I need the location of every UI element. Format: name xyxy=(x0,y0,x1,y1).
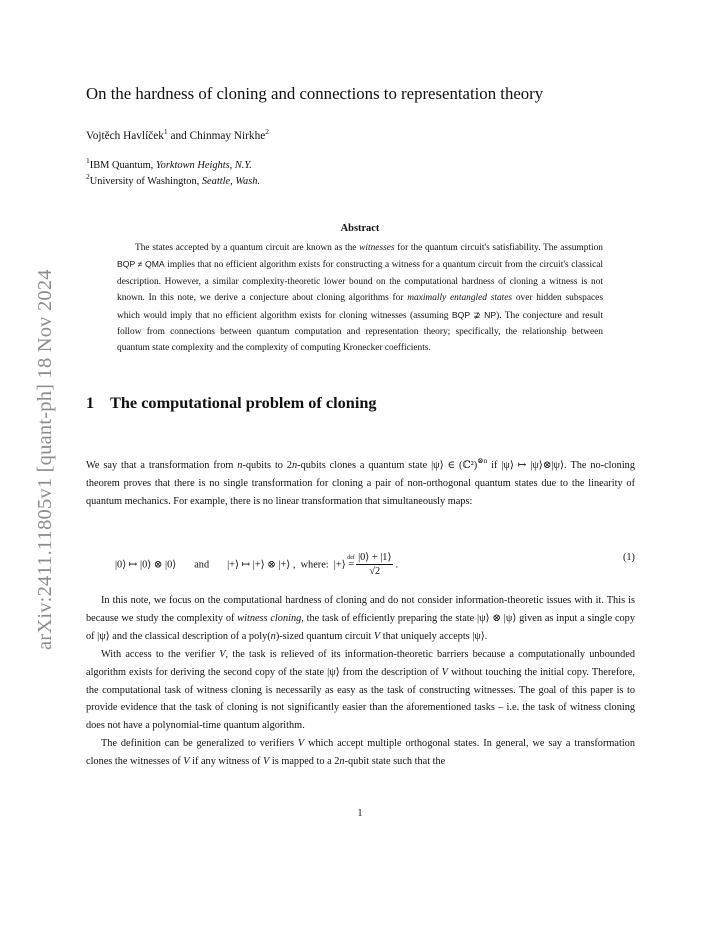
def-marker: def xyxy=(347,555,355,562)
body-text: -qubits to 2 xyxy=(242,460,293,471)
abstract-text: implies that no efficient algorithm exists for constructing a witness for a quantum circuit from the circuit's classical description. However, a similar complexity-theoretic lower bound on the computational hardness of cloning a witness is not known. In this note, we derive a conjecture about cloning algorithms for xyxy=(117,260,603,304)
affiliation-place: Yorktown Heights, N.Y. xyxy=(155,160,252,171)
affiliation-org: IBM Quantum, xyxy=(89,160,156,171)
body-paragraph xyxy=(86,592,635,646)
affiliation-place: Seattle, Wash. xyxy=(201,176,261,187)
math-var: n xyxy=(292,460,298,471)
math-var: n xyxy=(237,460,243,471)
math-var: n xyxy=(339,756,345,768)
affiliation-marker: 2 xyxy=(86,172,90,181)
abstract-paragraph xyxy=(117,240,603,357)
affiliation-org: University of Washington, xyxy=(89,176,202,187)
arxiv-stamp-text: arXiv:2411.11805v1 [quant-ph] 18 Nov 2024 xyxy=(34,269,56,650)
equation-period: . xyxy=(395,559,399,571)
math-var: n xyxy=(270,630,276,642)
abstract-heading: Abstract xyxy=(340,223,380,234)
abstract-text: The states accepted by a quantum circuit are known as the xyxy=(135,243,360,253)
equation-conjunction: and xyxy=(194,559,210,571)
body-text: without touching the initial copy. Therefore, the computational task of witness cloning is necessarily as easy as the task of constructing witnesses. The goal of this paper is to provide evidence that the task of cloning is not significantly easier than the aforementioned tasks – i.e. the task of witness cloning does not have a polynomial-time quantum algorithm. xyxy=(86,666,635,732)
body-text: that uniquely accepts |ψ⟩. xyxy=(380,630,488,642)
equation-term: |+⟩ ↦ |+⟩ ⊗ |+⟩ , where: |+⟩ xyxy=(227,559,349,571)
affiliation-marker: 1 xyxy=(86,156,90,165)
section-number: 1 xyxy=(86,393,95,412)
affiliation xyxy=(86,156,252,171)
abstract-math: BQP ≠ QMA xyxy=(117,259,165,270)
fraction xyxy=(356,552,393,578)
abstract-emphasis: witnesses xyxy=(359,243,395,253)
section-title: The computational problem of cloning xyxy=(110,393,377,412)
page-number: 1 xyxy=(357,808,363,819)
body-text: if |ψ⟩ ↦ |ψ⟩⊗|ψ⟩. The no-cloning theorem proves that there is no single transformation for cloning a pair of non-orthogonal quantum states due to the linearity of quantum mechanics. For example, there is no linear transformation that simultaneously maps: xyxy=(86,460,635,507)
paper-title: On the hardness of cloning and connections to representation theory xyxy=(86,84,544,103)
abstract-text: over hidden subspaces which would imply that no efficient algorithm exists for cloning witnesses (assuming xyxy=(117,293,603,321)
body-text: , the task is relieved of its information-theoretic barriers because a computationally unbounded algorithm exists for deriving the second copy of the state |ψ⟩ from the description of xyxy=(86,648,636,678)
math-var: V xyxy=(297,738,305,750)
abstract-emphasis: maximally entangled states xyxy=(407,293,513,304)
body-paragraph xyxy=(86,646,635,736)
equals-sign: = xyxy=(348,559,355,571)
body-text: )-sized quantum circuit xyxy=(275,630,374,642)
body-text: which accept multiple orthogonal states. In general, we say a transformation clones the witnesses of xyxy=(86,738,635,768)
equation-number: (1) xyxy=(622,552,635,563)
math-var: V xyxy=(219,648,226,660)
body-text: The definition can be generalized to verifiers xyxy=(101,738,298,750)
body-paragraph xyxy=(86,735,635,771)
fraction-denominator: √2 xyxy=(369,566,381,577)
body-emphasis: witness cloning xyxy=(237,612,302,624)
body-text: -qubits clones a quantum state |ψ⟩ ∈ (ℂ²) xyxy=(297,460,478,471)
body-text: With access to the verifier xyxy=(101,648,220,660)
affiliation-marker: 2 xyxy=(265,127,269,136)
fraction-numerator: |0⟩ + |1⟩ xyxy=(358,552,392,563)
affiliation xyxy=(86,172,261,187)
body-text: if any witness of xyxy=(189,756,264,768)
body-text: -qubit state such that the xyxy=(344,756,446,768)
body-section-text xyxy=(86,592,635,771)
arxiv-stamp xyxy=(14,210,54,650)
body-text: , the task of efficiently preparing the state |ψ⟩ ⊗ |ψ⟩ given as input a single copy of |ψ⟩ and the classical description of a poly( xyxy=(86,612,635,642)
author-list xyxy=(86,127,269,142)
math-superscript: ⊗n xyxy=(477,456,488,465)
equation-content xyxy=(115,552,398,578)
affiliation-marker: 1 xyxy=(163,127,168,136)
math-var: V xyxy=(263,756,270,768)
abstract-body xyxy=(117,240,603,357)
body-text: In this note, we focus on the computational hardness of cloning and do not consider information-theoretic issues with it. This is because we study the complexity of xyxy=(86,595,635,624)
math-var: V xyxy=(373,630,381,642)
abstract-text: ). The conjecture and result follow from connections between quantum computation and representation theory; specifically, the relationship between quantum state complexity and the complexity of computing Kronecker coefficients. xyxy=(117,310,603,354)
math-var: V xyxy=(441,666,448,678)
body-text: We say that a transformation from xyxy=(86,460,238,471)
abstract-text: for the quantum circuit's satisfiability. The assumption xyxy=(394,243,603,253)
author-conjunction: and xyxy=(167,130,190,142)
equation-term: |0⟩ ↦ |0⟩ ⊗ |0⟩ xyxy=(115,559,177,571)
author-name: Chinmay Nirkhe xyxy=(189,130,266,142)
body-paragraph xyxy=(86,457,635,511)
section-heading xyxy=(86,393,377,413)
math-var: V xyxy=(183,756,190,768)
body-text: is mapped to a 2 xyxy=(269,756,340,768)
author-name: Vojtěch Havlíček xyxy=(86,130,164,142)
abstract-math: BQP ⊉ NP xyxy=(451,309,497,320)
equation-1 xyxy=(86,546,635,576)
